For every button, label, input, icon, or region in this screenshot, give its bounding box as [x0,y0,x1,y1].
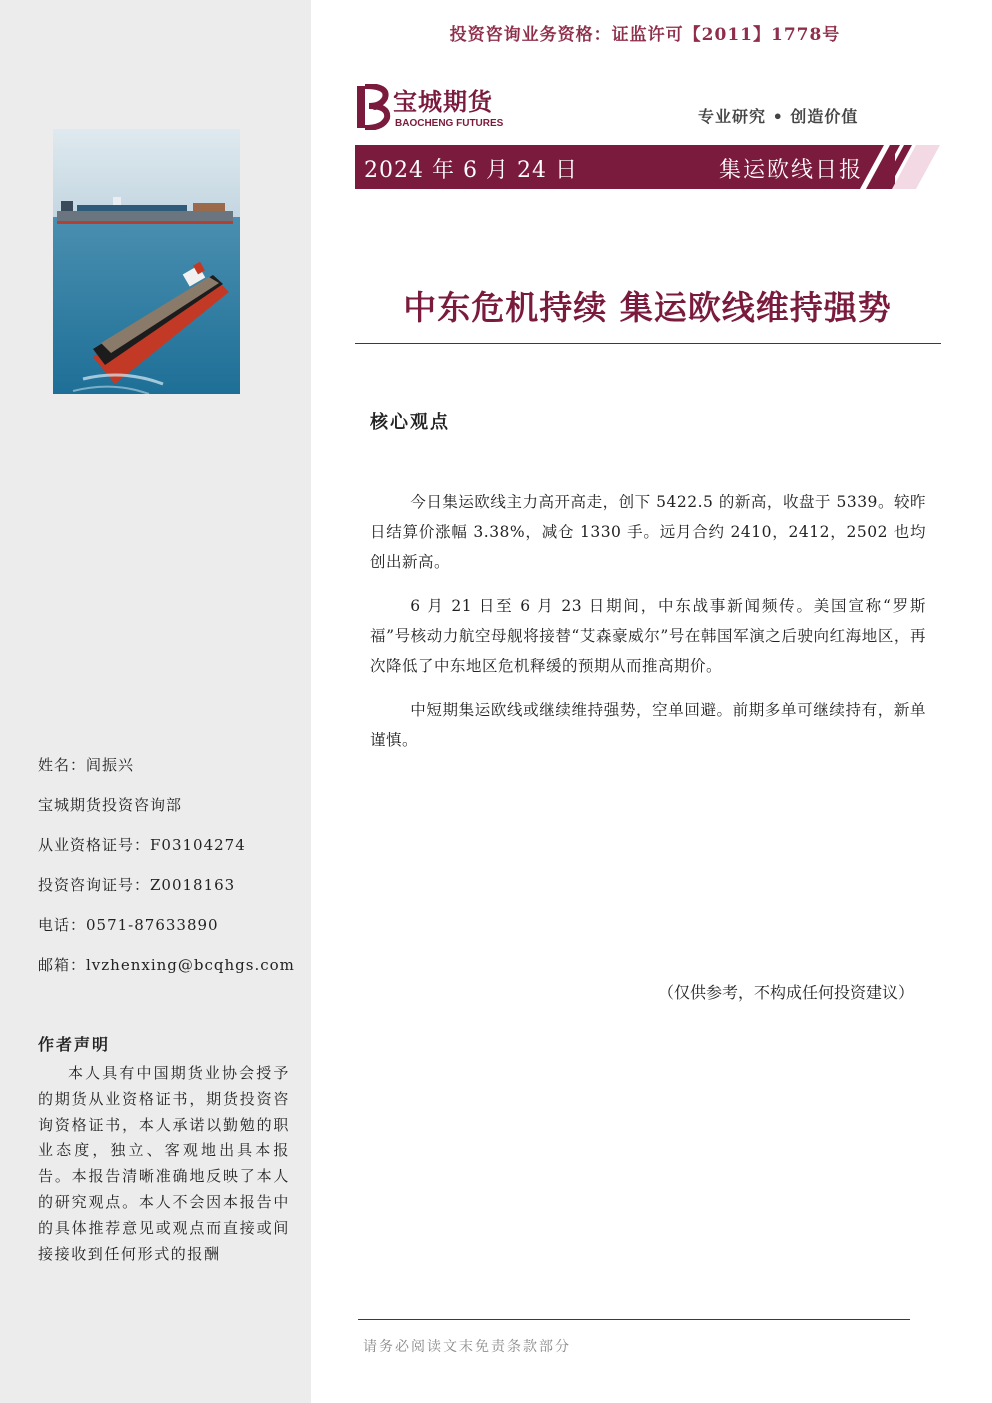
core-view-body [370,487,926,769]
core-view-paragraph: 中短期集运欧线或继续维持强势，空单回避。前期多单可继续持有，新单谨慎。 [370,701,926,749]
declaration-body: 本人具有中国期货业协会授予的期货从业资格证书，期货投资咨询资格证书，本人承诺以勤勉的职业态度，独立、客观地出具本报告。本报告清晰准确地反映了本人的研究观点。本人不会因本报告中的具体推荐意见或观点而直接或间接接收到任何形式的报酬 [38,1064,290,1263]
author-advisory-cert: 投资咨询证号：Z0018163 [38,876,236,894]
logo-emblem-icon [355,84,391,130]
banner-stripes-icon [860,145,940,189]
cover-ship-photo [53,129,240,394]
license-line: 投资咨询业务资格：证监许可【2011】1778号 [449,25,841,45]
slogan: 专业研究 • 创造价值 [698,107,859,126]
core-view-paragraph: 今日集运欧线主力高开高走，创下 5422.5 的新高，收盘于 5339。较昨日结算价涨幅 3.38%，减仓 1330 手。远月合约 2410，2412，2502 也均创出新高。 [370,493,926,571]
sidebar [0,0,311,1403]
report-banner [355,145,895,189]
company-logo [355,84,504,134]
core-view-paragraph: 6 月 21 日至 6 月 23 日期间，中东战事新闻频传。美国宣称“罗斯福”号核动力航空母舰将接替“艾森豪威尔”号在韩国军演之后驶向红海地区，再次降低了中东地区危机释缓的预期从而推高期价。 [370,597,926,675]
headline-divider [355,343,941,344]
author-email[interactable]: 邮箱：lvzhenxing@bcqhgs.com [38,956,295,974]
author-phone: 电话：0571-87633890 [38,916,219,934]
reference-note: （仅供参考，不构成任何投资建议） [658,983,915,1002]
logo-cn-text: 宝城期货 [393,88,493,116]
author-info [38,752,295,992]
logo-en-text: BAOCHENG FUTURES [395,118,504,129]
author-name: 姓名：闾振兴 [38,756,135,774]
footer-divider [358,1319,910,1320]
core-view-title: 核心观点 [370,412,450,433]
report-date: 2024 年 6 月 24 日 [364,158,578,183]
author-practice-cert: 从业资格证号：F03104274 [38,836,246,854]
report-type: 集运欧线日报 [718,158,863,183]
footer-text: 请务必阅读文末免责条款部分 [363,1339,571,1355]
headline: 中东危机持续 集运欧线维持强势 [403,288,892,327]
author-department: 宝城期货投资咨询部 [38,796,183,814]
declaration-title: 作者声明 [38,1035,111,1054]
